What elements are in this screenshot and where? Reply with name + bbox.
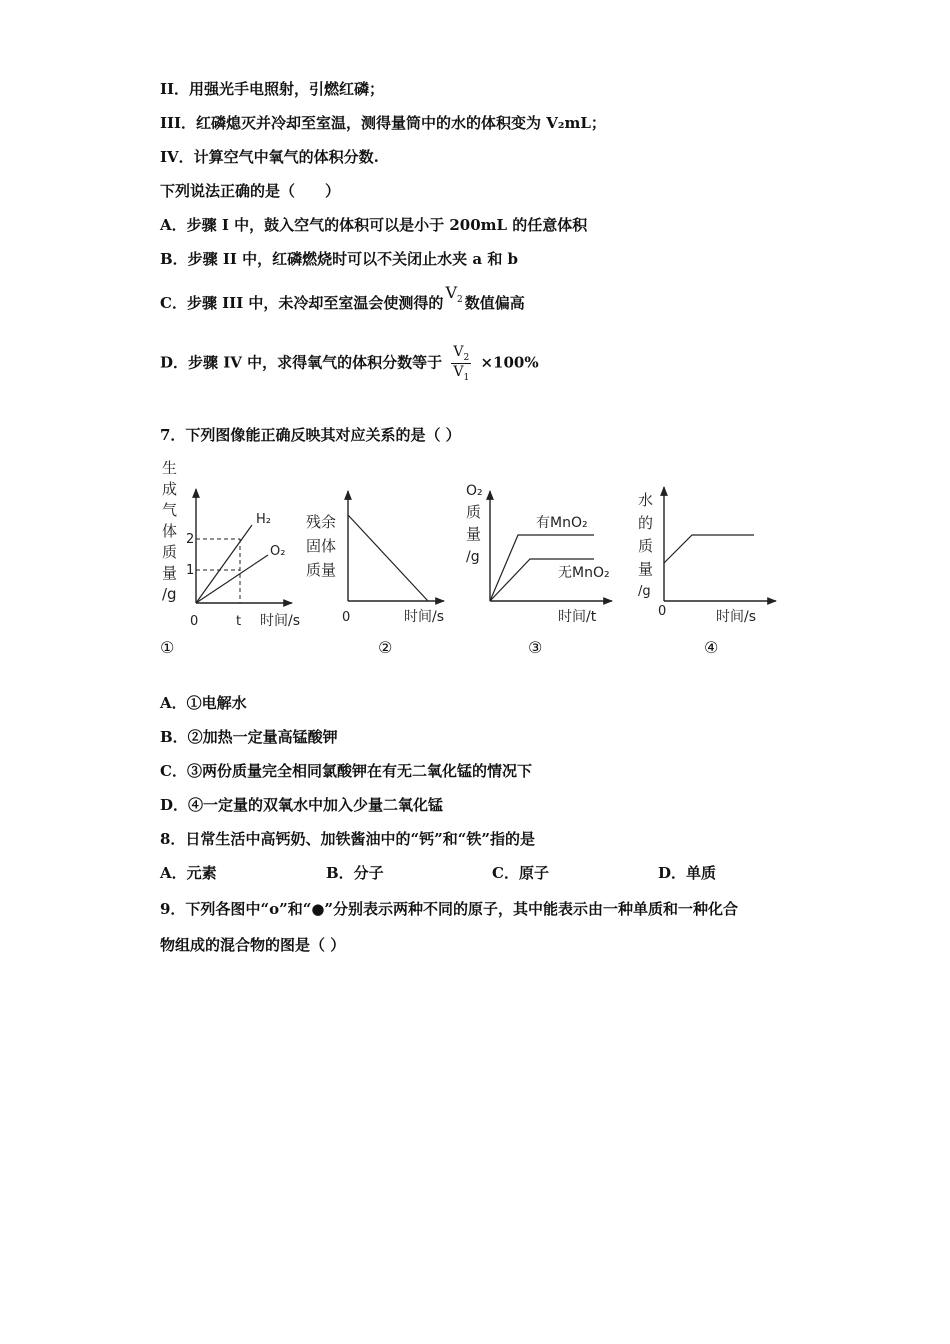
g2-origin: 0 [342, 610, 351, 625]
g4-xlabel: 时间/s [716, 609, 757, 625]
q8-option-c[interactable]: C．原子 [492, 864, 549, 882]
g1-ylabel-4: 质 [162, 543, 178, 561]
graph-2-marker: ② [378, 638, 393, 657]
q6-option-c-tail: 数值偏高 [464, 294, 525, 312]
q7-stem: 7．下列图像能正确反映其对应关系的是（ ） [160, 426, 461, 444]
q7-option-a[interactable]: A．①电解水 [160, 694, 247, 712]
g2-ylabel-0: 残余 [306, 513, 337, 531]
q8-option-a[interactable]: A．元素 [160, 864, 217, 882]
q7-graphs [0, 455, 950, 655]
q6-option-b[interactable]: B．步骤 II 中，红磷燃烧时可以不关闭止水夹 a 和 b [160, 250, 519, 268]
g1-o2-label: O₂ [270, 544, 286, 559]
q7-option-d[interactable]: D．④一定量的双氧水中加入少量二氧化锰 [160, 796, 444, 814]
g1-h2-line [196, 525, 252, 603]
g1-h2-label: H₂ [256, 512, 271, 527]
g4-line [664, 535, 754, 563]
g1-ylabel-2: 气 [162, 501, 178, 519]
q6-prompt: 下列说法正确的是（ ） [160, 182, 341, 200]
q6-option-d-tail: ×100% [480, 353, 539, 372]
q6-option-c[interactable] [160, 283, 525, 315]
g1-o2-line [196, 555, 268, 603]
g1-t-label: t [236, 614, 242, 629]
g3-ylabel-2: 量 [466, 525, 482, 543]
g3-ylabel-0: O₂ [466, 483, 483, 499]
g4-ylabel-2: 质 [638, 537, 654, 555]
q9-stem-line-1: 9．下列各图中“o”和“●”分别表示两种不同的原子，其中能表示由一种单质和一种化合 [160, 900, 739, 918]
graph-3-marker: ③ [528, 638, 543, 657]
g4-ylabel-0: 水 [638, 491, 654, 509]
q8-stem: 8．日常生活中高钙奶、加铁酱油中的“钙”和“铁”指的是 [160, 830, 535, 848]
v2-symbol: $V_2$ [445, 283, 463, 306]
g3-ylabel-3: /g [466, 549, 480, 565]
q8-option-b[interactable]: B．分子 [326, 864, 384, 882]
g3-without-label: 无MnO₂ [558, 565, 610, 581]
graph-1 [162, 459, 300, 629]
g4-ylabel-1: 的 [638, 514, 654, 532]
q6-option-d[interactable] [160, 344, 539, 383]
g1-ylabel-5: 量 [162, 564, 178, 582]
q6-step4: IV．计算空气中氧气的体积分数. [160, 148, 379, 166]
graph-2 [306, 491, 444, 625]
g2-ylabel-1: 固体 [306, 537, 337, 555]
q8-option-d[interactable]: D．单质 [658, 864, 717, 882]
g2-xlabel: 时间/s [404, 609, 445, 625]
graph-3 [466, 483, 612, 625]
g1-ylabel-3: 体 [162, 522, 178, 540]
q6-option-c-text: C．步骤 III 中，未冷却至室温会使测得的 [160, 294, 444, 312]
g4-origin: 0 [658, 604, 667, 619]
g1-ylabel-1: 成 [162, 480, 178, 498]
g3-xlabel: 时间/t [558, 609, 597, 625]
fraction-v2-over-v1: $\frac{V_2}{V_1}$ [453, 344, 470, 383]
g1-origin: 0 [190, 614, 199, 629]
g1-tick-2: 2 [186, 532, 195, 547]
g1-xlabel: 时间/s [260, 613, 301, 629]
g3-with-label: 有MnO₂ [536, 515, 588, 531]
q6-step2: II．用强光手电照射，引燃红磷； [160, 80, 385, 98]
graph-4 [638, 487, 776, 625]
g4-ylabel-3: 量 [638, 560, 654, 578]
g1-ylabel-0: 生 [162, 459, 178, 477]
q7-option-c[interactable]: C．③两份质量完全相同氯酸钾在有无二氧化锰的情况下 [160, 762, 532, 780]
graph-4-marker: ④ [704, 638, 719, 657]
q6-step3: III．红磷熄灭并冷却至室温，测得量筒中的水的体积变为 V₂mL； [160, 114, 606, 132]
g4-ylabel-4: /g [638, 584, 651, 599]
g2-line [348, 515, 428, 601]
graph-1-marker: ① [160, 638, 175, 657]
g1-ylabel-6: /g [162, 585, 177, 603]
g2-ylabel-2: 质量 [306, 561, 337, 579]
g1-tick-1: 1 [186, 563, 195, 578]
q6-option-d-text: D．步骤 IV 中，求得氧气的体积分数等于 [160, 353, 443, 372]
q9-stem-line-2: 物组成的混合物的图是（ ） [160, 936, 346, 954]
q6-option-a[interactable]: A．步骤 I 中，鼓入空气的体积可以是小于 200mL 的任意体积 [160, 216, 588, 234]
q7-option-b[interactable]: B．②加热一定量高锰酸钾 [160, 728, 338, 746]
g3-ylabel-1: 质 [466, 503, 482, 521]
